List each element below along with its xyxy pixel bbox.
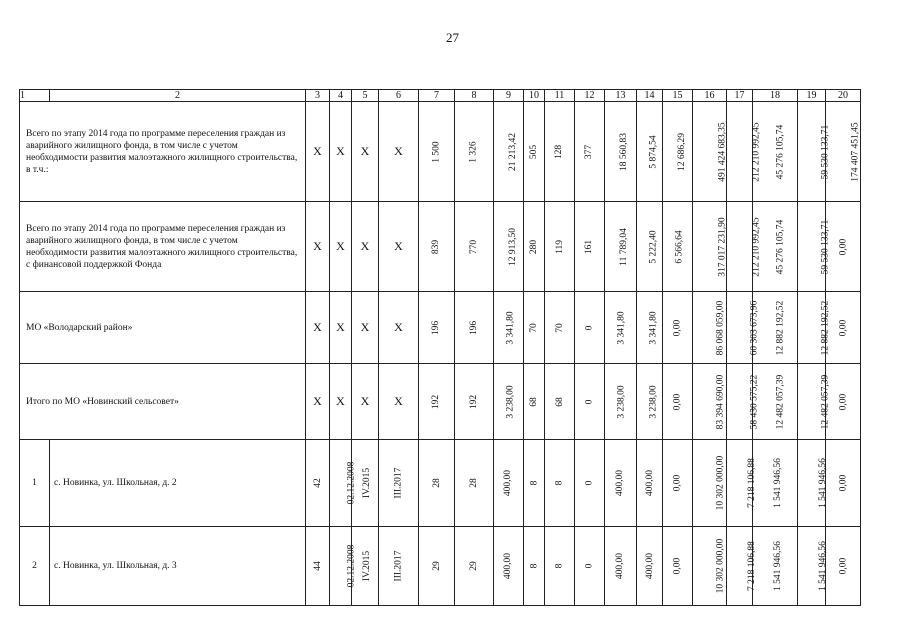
cell-value: 70 — [554, 322, 565, 333]
not-applicable-mark: X — [360, 320, 370, 334]
cell-col-13 — [605, 527, 637, 606]
cell-value: 70 — [529, 322, 539, 333]
cell-col-4 — [330, 364, 352, 440]
cell-col-10 — [524, 292, 545, 364]
cell-col-7 — [419, 527, 455, 606]
cell-col-6 — [379, 364, 419, 440]
cell-value: III.2017 — [393, 550, 404, 582]
column-header-14: 14 — [637, 90, 663, 102]
cell-col-3 — [306, 202, 330, 292]
cell-value: 1 541 946,56 — [817, 541, 828, 591]
not-applicable-mark: X — [313, 394, 322, 408]
cell-col-13 — [605, 440, 637, 527]
not-applicable-mark: X — [336, 144, 345, 158]
cell-col-9 — [494, 102, 524, 202]
cell-value: 0,00 — [672, 393, 683, 410]
cell-col-3 — [306, 292, 330, 364]
column-header-2: 2 — [50, 90, 306, 102]
cell-col-17 — [727, 364, 760, 440]
cell-col-10 — [524, 527, 545, 606]
cell-col-15 — [663, 202, 693, 292]
cell-value: 0 — [584, 480, 595, 486]
cell-col-12 — [575, 440, 605, 527]
cell-col-13 — [605, 364, 637, 440]
cell-col-7 — [419, 292, 455, 364]
cell-col-18 — [753, 527, 798, 606]
cell-col-6 — [379, 440, 419, 527]
cell-col-20 — [826, 292, 861, 364]
cell-value: 29 — [431, 561, 442, 571]
cell-col-8 — [455, 440, 494, 527]
cell-col-4 — [330, 440, 357, 527]
cell-col-8 — [455, 292, 494, 364]
cell-col-14 — [637, 102, 663, 202]
cell-col-7 — [419, 440, 455, 527]
cell-value: 1 541 946,56 — [817, 458, 828, 508]
cell-col-19 — [798, 102, 831, 202]
cell-value: 45 276 105,74 — [775, 124, 786, 179]
cell-value: 68 — [554, 396, 565, 407]
cell-value: 29 — [469, 561, 479, 571]
cell-col-20 — [826, 202, 861, 292]
cell-col-16 — [693, 440, 727, 527]
cell-col-8 — [455, 364, 494, 440]
cell-col-8 — [455, 202, 494, 292]
cell-col-13 — [605, 202, 637, 292]
cell-col-14 — [637, 440, 663, 527]
cell-value: 212 210 992,45 — [751, 216, 762, 277]
cell-value: 377 — [584, 144, 595, 159]
cell-col-15 — [663, 364, 693, 440]
cell-value: 0,00 — [672, 319, 683, 336]
cell-value: 280 — [529, 239, 539, 254]
cell-value: 3 341,80 — [505, 310, 516, 345]
cell-value: 60 303 673,96 — [749, 300, 760, 355]
cell-col-12 — [575, 527, 605, 606]
cell-col-3 — [306, 440, 330, 527]
cell-value: 196 — [431, 320, 442, 335]
cell-col-12 — [575, 292, 605, 364]
cell-col-13 — [605, 102, 637, 202]
table-row — [20, 440, 861, 527]
not-applicable-mark: X — [336, 320, 345, 334]
cell-value: 8 — [529, 480, 539, 486]
cell-col-7 — [419, 102, 455, 202]
cell-col-4 — [330, 202, 352, 292]
page-number: 27 — [446, 30, 459, 45]
cell-value: 12 686,29 — [677, 132, 687, 171]
cell-col-11 — [545, 102, 575, 202]
cell-value: 505 — [529, 144, 539, 159]
cell-col-11 — [545, 527, 575, 606]
column-header-20: 20 — [826, 90, 861, 102]
cell-col-12 — [575, 364, 605, 440]
cell-value: 3 238,00 — [616, 384, 627, 419]
cell-value: 196 — [469, 320, 479, 335]
cell-value: 6 566,64 — [674, 229, 685, 264]
cell-value: 02.12.2008 — [346, 461, 357, 505]
cell-value: 83 394 690,00 — [715, 374, 726, 429]
cell-value: 0,00 — [838, 557, 848, 575]
cell-col-19 — [798, 292, 831, 364]
cell-col-20 — [826, 102, 861, 202]
cell-col-16 — [693, 527, 727, 606]
cell-value: 8 — [554, 480, 565, 486]
column-header-9: 9 — [494, 90, 524, 102]
cell-col-4 — [330, 102, 352, 202]
row-name: Итого по МО «Новинский сельсовет» — [20, 364, 306, 440]
cell-value: 5 222,40 — [648, 229, 659, 264]
cell-col-9 — [494, 202, 524, 292]
cell-col-14 — [637, 527, 663, 606]
cell-col-19 — [798, 202, 831, 292]
cell-col-9 — [494, 440, 524, 527]
cell-value: 12 482 057,39 — [775, 374, 786, 429]
cell-col-15 — [663, 102, 693, 202]
column-header-7: 7 — [419, 90, 455, 102]
cell-value: 3 238,00 — [505, 384, 516, 419]
cell-col-15 — [663, 292, 693, 364]
cell-col-3 — [306, 102, 330, 202]
cell-value: 86 068 059,00 — [715, 300, 726, 355]
cell-col-11 — [545, 292, 575, 364]
cell-value: 400,00 — [503, 469, 514, 497]
cell-value: 42 — [312, 478, 323, 488]
column-header-8: 8 — [455, 90, 494, 102]
cell-col-5 — [352, 364, 379, 440]
cell-value: 11 789,04 — [618, 227, 629, 266]
cell-value: IV.2015 — [362, 467, 373, 499]
cell-col-17 — [727, 202, 762, 292]
resettlement-table — [19, 89, 861, 606]
cell-value: 770 — [469, 239, 479, 254]
cell-value: 0,00 — [838, 474, 848, 492]
cell-col-8 — [455, 527, 494, 606]
cell-col-11 — [545, 202, 575, 292]
column-header-1: 1 — [20, 90, 50, 102]
cell-col-9 — [494, 527, 524, 606]
cell-value: 400,00 — [615, 552, 626, 580]
cell-value: 18 560,83 — [619, 132, 629, 171]
cell-col-6 — [379, 202, 419, 292]
row-number: 2 — [20, 527, 50, 606]
cell-value: 491 424 683,35 — [717, 121, 728, 182]
cell-value: 28 — [431, 478, 442, 488]
not-applicable-mark: X — [360, 239, 370, 253]
cell-value: 0,00 — [838, 238, 848, 255]
cell-value: 192 — [469, 394, 479, 409]
not-applicable-mark: X — [360, 394, 370, 408]
cell-value: 119 — [554, 239, 565, 254]
cell-value: 12 482 057,39 — [820, 374, 831, 429]
cell-value: 10 302 000,00 — [715, 455, 726, 511]
table-row — [20, 102, 861, 202]
table-row — [20, 202, 861, 292]
cell-value: 0,00 — [838, 319, 848, 336]
table-row — [20, 527, 861, 606]
cell-col-3 — [306, 527, 330, 606]
cell-col-17 — [727, 102, 762, 202]
cell-value: 400,00 — [645, 469, 656, 497]
cell-value: 21 213,42 — [508, 132, 518, 171]
cell-col-10 — [524, 440, 545, 527]
not-applicable-mark: X — [336, 394, 345, 408]
cell-col-12 — [575, 102, 605, 202]
cell-col-6 — [379, 102, 419, 202]
not-applicable-mark: X — [394, 239, 403, 253]
column-header-15: 15 — [663, 90, 693, 102]
cell-col-16 — [693, 292, 727, 364]
column-number-header-row — [20, 90, 861, 102]
cell-col-16 — [693, 102, 727, 202]
cell-value: 174 407 451,45 — [850, 121, 861, 182]
cell-col-11 — [545, 440, 575, 527]
cell-col-13 — [605, 292, 637, 364]
cell-value: 0 — [584, 399, 595, 404]
cell-col-10 — [524, 102, 545, 202]
cell-value: 7 218 106,88 — [746, 541, 757, 591]
column-header-11: 11 — [545, 90, 575, 102]
row-name: с. Новинка, ул. Школьная, д. 2 — [50, 440, 306, 527]
cell-value: 8 — [529, 563, 539, 569]
cell-value: 3 341,80 — [616, 310, 627, 345]
cell-col-14 — [637, 364, 663, 440]
cell-col-15 — [663, 527, 693, 606]
cell-value: 02.12.2008 — [346, 544, 357, 588]
cell-value: 1 326 — [469, 140, 479, 163]
column-header-12: 12 — [575, 90, 605, 102]
cell-value: 5 874,54 — [648, 134, 659, 169]
cell-value: 28 — [469, 478, 479, 488]
cell-value: 1 500 — [431, 140, 442, 163]
cell-col-12 — [575, 202, 605, 292]
not-applicable-mark: X — [313, 320, 322, 334]
cell-value: 12 882 192,52 — [820, 300, 831, 355]
cell-value: 12 882 192,52 — [775, 300, 786, 355]
cell-value: 0,00 — [838, 393, 848, 410]
cell-col-16 — [693, 202, 727, 292]
not-applicable-mark: X — [394, 320, 403, 334]
cell-value: 58 430 575,22 — [749, 374, 760, 429]
cell-value: 192 — [431, 394, 442, 409]
cell-value: 128 — [554, 144, 565, 159]
cell-col-6 — [379, 527, 419, 606]
cell-value: 3 341,80 — [648, 310, 659, 345]
cell-col-10 — [524, 364, 545, 440]
cell-col-10 — [524, 202, 545, 292]
cell-col-4 — [330, 292, 352, 364]
cell-value: 0 — [584, 563, 595, 569]
column-header-17: 17 — [727, 90, 753, 102]
cell-col-20 — [826, 440, 861, 527]
cell-value: 8 — [554, 563, 565, 569]
column-header-3: 3 — [306, 90, 330, 102]
cell-value: IV.2015 — [362, 550, 373, 582]
row-name: Всего по этапу 2014 года по программе переселения граждан из аварийного жилищного фонда, в том числе с учетом необходимости развития малоэтажного жилищного строительства, в т.ч.: — [20, 102, 306, 202]
cell-value: 12 913,50 — [508, 227, 518, 266]
cell-col-19 — [798, 527, 826, 606]
cell-col-8 — [455, 102, 494, 202]
cell-value: 1 541 946,56 — [772, 541, 783, 591]
not-applicable-mark: X — [336, 239, 345, 253]
cell-col-6 — [379, 292, 419, 364]
cell-col-9 — [494, 292, 524, 364]
cell-col-17 — [727, 527, 757, 606]
cell-value: 0,00 — [672, 557, 683, 575]
not-applicable-mark: X — [394, 394, 403, 408]
cell-col-14 — [637, 292, 663, 364]
cell-col-19 — [798, 364, 831, 440]
cell-col-11 — [545, 364, 575, 440]
cell-col-5 — [352, 292, 379, 364]
cell-value: 400,00 — [615, 469, 626, 497]
row-name: с. Новинка, ул. Школьная, д. 3 — [50, 527, 306, 606]
column-header-10: 10 — [524, 90, 545, 102]
cell-value: 0,00 — [672, 474, 683, 492]
not-applicable-mark: X — [394, 144, 403, 158]
row-name: МО «Володарский район» — [20, 292, 306, 364]
cell-value: 3 238,00 — [648, 384, 659, 419]
cell-value: III.2017 — [393, 467, 404, 499]
cell-col-17 — [727, 440, 757, 527]
cell-value: 1 541 946,56 — [772, 458, 783, 508]
cell-value: 10 302 000,00 — [715, 538, 726, 594]
cell-col-18 — [753, 440, 798, 527]
column-header-16: 16 — [693, 90, 727, 102]
table-row — [20, 292, 861, 364]
column-header-13: 13 — [605, 90, 637, 102]
cell-col-5 — [352, 202, 379, 292]
column-header-6: 6 — [379, 90, 419, 102]
cell-value: 161 — [584, 239, 595, 254]
row-number: 1 — [20, 440, 50, 527]
not-applicable-mark: X — [360, 144, 370, 158]
cell-value: 7 218 106,88 — [746, 458, 757, 508]
column-header-4: 4 — [330, 90, 352, 102]
not-applicable-mark: X — [313, 144, 322, 158]
cell-col-19 — [798, 440, 826, 527]
cell-col-20 — [826, 364, 861, 440]
row-name: Всего по этапу 2014 года по программе переселения граждан из аварийного жилищного фонда, в том числе с учетом необходимости развития малоэтажного жилищного строительства, с финансовой поддержкой Фонда — [20, 202, 306, 292]
cell-value: 68 — [529, 396, 539, 407]
cell-value: 59 530 133,71 — [820, 219, 831, 274]
table-row — [20, 364, 861, 440]
column-header-5: 5 — [352, 90, 379, 102]
cell-col-4 — [330, 527, 357, 606]
cell-value: 59 530 133,71 — [820, 124, 831, 179]
cell-col-5 — [352, 102, 379, 202]
cell-value: 44 — [312, 561, 323, 571]
cell-value: 317 017 231,90 — [717, 216, 728, 277]
cell-col-7 — [419, 202, 455, 292]
cell-col-7 — [419, 364, 455, 440]
column-header-19: 19 — [798, 90, 826, 102]
cell-col-3 — [306, 364, 330, 440]
cell-col-17 — [727, 292, 760, 364]
cell-col-15 — [663, 440, 693, 527]
not-applicable-mark: X — [313, 239, 322, 253]
cell-value: 400,00 — [503, 552, 514, 580]
cell-col-20 — [826, 527, 861, 606]
column-header-18: 18 — [753, 90, 798, 102]
cell-col-9 — [494, 364, 524, 440]
cell-value: 400,00 — [645, 552, 656, 580]
cell-value: 0 — [584, 325, 595, 330]
cell-value: 45 276 105,74 — [775, 219, 786, 274]
cell-value: 212 210 992,45 — [751, 121, 762, 182]
cell-col-16 — [693, 364, 727, 440]
cell-value: 839 — [431, 239, 442, 254]
cell-col-14 — [637, 202, 663, 292]
